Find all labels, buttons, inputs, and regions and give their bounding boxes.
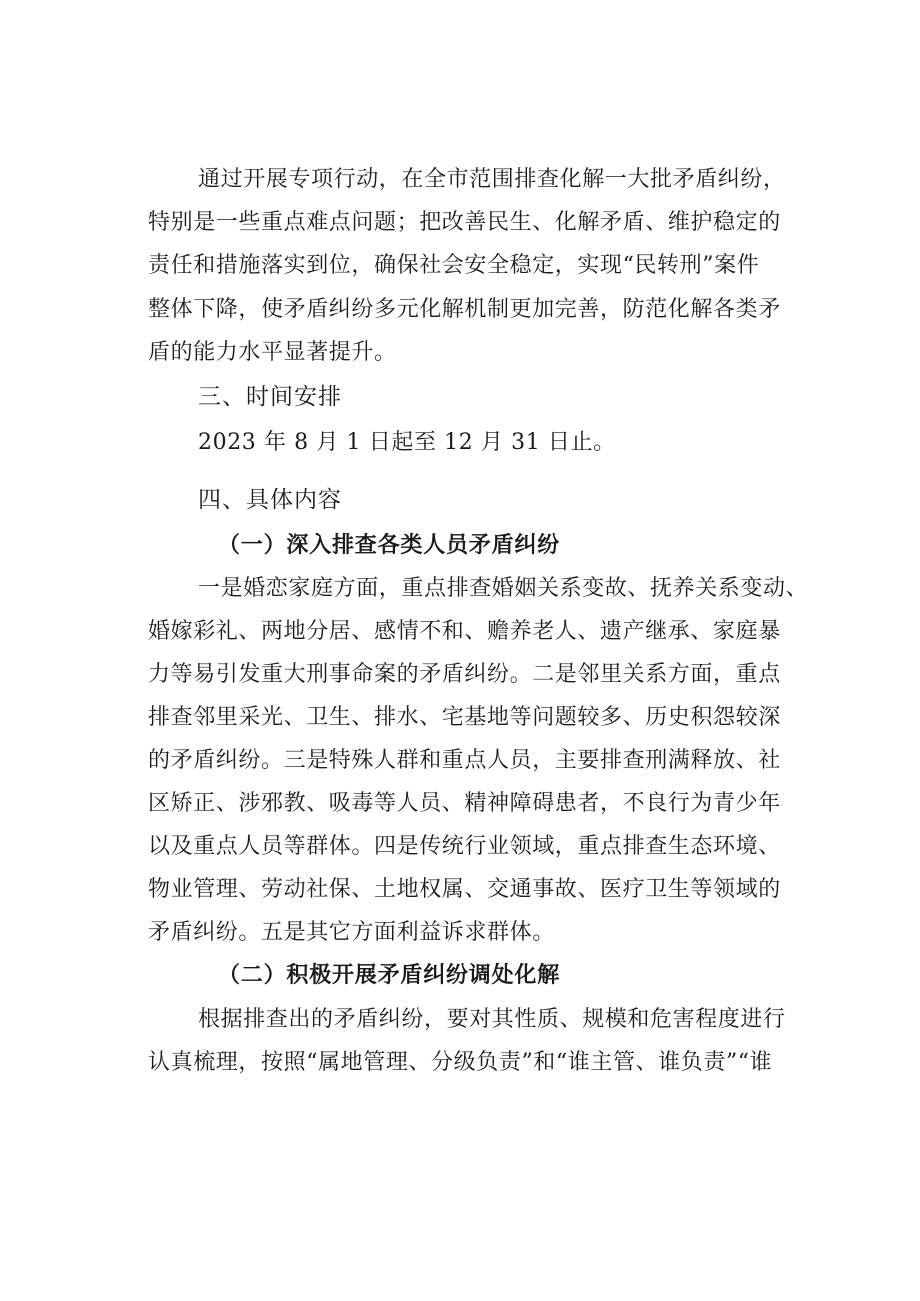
paragraph-line: 以及重点人员等群体。四是传统行业领域，重点排查生态环境、	[148, 834, 781, 859]
subsection-heading-investigate: （一）深入排查各类人员矛盾纠纷	[218, 533, 561, 558]
paragraph-line: 区矫正、涉邪教、吸毒等人员、精神障碍患者，不良行为青少年	[148, 791, 781, 816]
paragraph-line: 的矛盾纠纷。三是特殊人群和重点人员，主要排查刑满释放、社	[148, 748, 781, 773]
subsection-heading-mediate: （二）积极开展矛盾纠纷调处化解	[218, 963, 561, 988]
paragraph-line: 特别是一些重点难点问题；把改善民生、化解矛盾、维护稳定的	[148, 210, 781, 235]
section-heading-content: 四、具体内容	[198, 487, 342, 513]
paragraph-line: 整体下降，使矛盾纠纷多元化解机制更加完善，防范化解各类矛	[148, 297, 781, 322]
paragraph-line: 责任和措施落实到位，确保社会安全稳定，实现“民转刑”案件	[148, 253, 760, 278]
paragraph-line: 认真梳理，按照“属地管理、分级负责”和“谁主管、谁负责”“谁	[148, 1050, 773, 1075]
paragraph-line: 物业管理、劳动社保、土地权属、交通事故、医疗卫生等领域的	[148, 877, 781, 902]
paragraph-line: 矛盾纠纷。五是其它方面利益诉求群体。	[148, 920, 555, 945]
paragraph-line: 通过开展专项行动，在全市范围排查化解一大批矛盾纠纷，	[198, 167, 786, 192]
section-heading-schedule: 三、时间安排	[198, 384, 342, 410]
schedule-text: 2023 年 8 月 1 日起至 12 月 31 日止。	[198, 430, 616, 455]
paragraph-line: 根据排查出的矛盾纠纷，要对其性质、规模和危害程度进行	[198, 1007, 786, 1032]
paragraph-line: 排查邻里采光、卫生、排水、宅基地等问题较多、历史积怨较深	[148, 705, 781, 730]
paragraph-line: 盾的能力水平显著提升。	[148, 340, 397, 365]
paragraph-line: 一是婚恋家庭方面，重点排查婚姻关系变故、抚养关系变动、	[198, 576, 809, 601]
paragraph-line: 力等易引发重大刑事命案的矛盾纠纷。二是邻里关系方面，重点	[148, 662, 781, 687]
paragraph-line: 婚嫁彩礼、两地分居、感情不和、赡养老人、遗产继承、家庭暴	[148, 619, 781, 644]
